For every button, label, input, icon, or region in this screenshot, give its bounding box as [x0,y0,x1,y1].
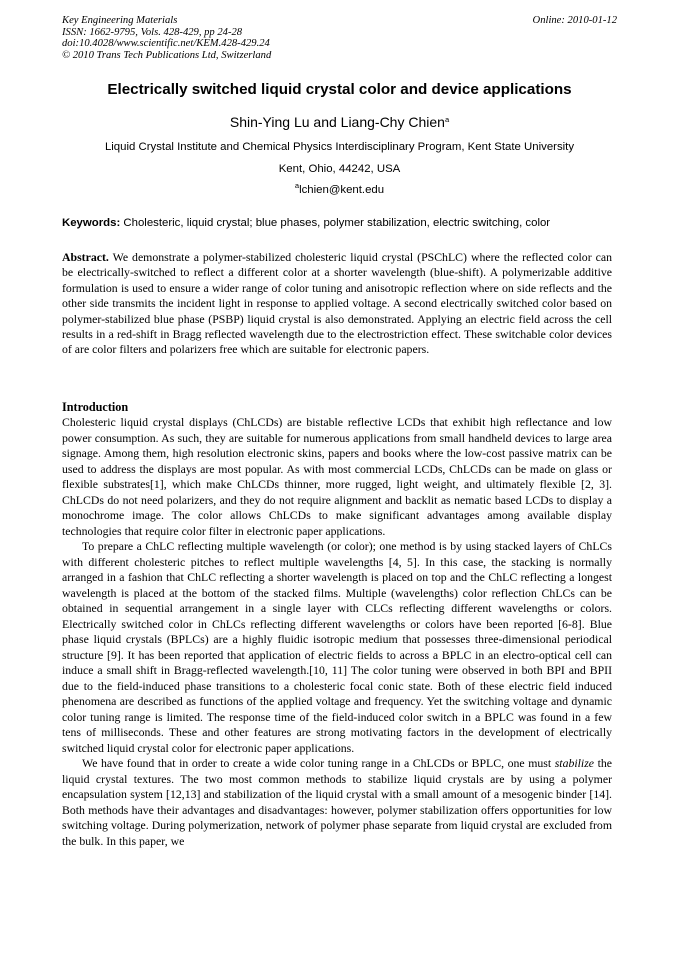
author-names: Shin-Ying Lu and Liang-Chy Chien [229,114,445,130]
journal-issn: ISSN: 1662-9795, Vols. 428-429, pp 24-28 [62,26,243,38]
keywords-line [62,216,617,231]
keywords-label: Keywords: [62,217,121,229]
affiliation-email-line [62,180,617,202]
email-affiliation-mark: a [294,181,300,190]
paper-title: Electrically switched liquid crystal color and device applications [107,81,572,98]
online-date: Online: 2010-01-12 [532,15,617,26]
introduction-paragraph-1: Cholesteric liquid crystal displays (ChLCDs) are bistable reflective LCDs that exhibit high reflectance and low power consumption. As such, they are suitable for numerous applications from small handheld devices to large area signage. Among them, high resolution electronic skins, papers and books where the low-cost passive matrix can be used to address the displays are most popular. As with most commercial LCDs, ChLCDs can be made on glass or flexible substrates[1], which make ChLCDs thinner, more rugged, light weight, and ultimately flexible [2, 3]. ChLCDs do not need polarizers, and they do not require alignment and backlit as nematic based LCDs to display a monochrome image. The color allows ChLCDs to make significant advantages among available display technologies that require color filter in electronic paper applications. [62,415,612,538]
introduction-paragraph-2: To prepare a ChLC reflecting multiple wavelength (or color); one method is by using stacked layers of ChLCs with different cholesteric pitches to reflect multiple wavelengths [4, 5]. In this case, the stacking is normally arranged in a fashion that ChLC reflecting a shorter wavelength is placed on top and the ChLC reflecting a longest wavelength is placed at the bottom of the stacked films. Multiple (wavelengths) color reflection ChLCs can be obtained in sequential arrangement in a single layer with CLCs reflecting different wavelengths or colors. Electrically switched color in ChLCs reflecting different wavelengths or colors have been reported [6-8]. Blue phase liquid crystals (BPLCs) are a highly fluidic isotropic medium that possesses three-dimensional periodical structure [9]. It has been reported that application of electric fields to across a BPLC in an electro-optical cell can induce a small shift in Bragg-reflected wavelength.[10, 11] The color tuning were observed in both BPI and BPII due to the field-induced phase transitions to a cholesteric focal conic state. Both of these electric field induced phenomena are described as functions of the applied voltage and frequency. Yet the switching voltage and dynamic color tuning range is limited. The response time of the field-induced color switch in a BPLC was found in a few tens of milliseconds. These and other features are strong motivating factors in the development of electrically switched liquid crystal color for electronic paper applications. [62,539,612,755]
abstract-text: We demonstrate a polymer-stabilized cholesteric liquid crystal (PSChLC) where the reflected color can be electrically-switched to reflect a different color at a shorter wavelength (blue-shift). A polymerizable additive formulation is used to ensure a wider range of color tuning and anisotropic reflection where on side reflects and the other side transmits the incident light in response to applied voltage. A second electrically switched color based on polymer-stabilized blue phase (PSBP) liquid crystal is also demonstrated. Applying an electric field across the cell results in a red-shift in Bragg reflected wavelength due to the electrostriction effect. These switchable color devices of are color filters and polarizers free which are suitable for electronic papers. [62,250,612,357]
introduction-heading: Introduction [62,400,129,414]
journal-header [62,15,617,61]
affiliation-institute: Liquid Crystal Institute and Chemical Physics Interdisciplinary Program, Kent State University [104,141,575,153]
abstract-label: Abstract. [62,250,109,264]
journal-name: Key Engineering Materials [62,15,178,26]
introduction-body [62,415,612,849]
author-list [62,112,617,132]
introduction-paragraph-3 [62,756,612,849]
journal-copyright: © 2010 Trans Tech Publications Ltd, Switzerland [62,49,272,61]
journal-doi: doi:10.4028/www.scientific.net/KEM.428-429.24 [62,38,270,50]
abstract-paragraph [62,250,612,358]
paragraph-3-emphasis: stabilize [554,756,595,770]
keywords-text: Cholesteric, liquid crystal; blue phases, polymer stabilization, electric switching, color [120,217,551,229]
affiliation-city: Kent, Ohio, 44242, USA [278,162,401,175]
author-affiliation-mark: a [444,115,450,124]
paragraph-3-text-end: the liquid crystal textures. The two most common methods to stabilize liquid crystals are by using a polymer encapsulation system [12,13] and stabilization of the liquid crystal with a small amount of a mesogenic binder [14]. Both methods have their advantages and disadvantages: however, polymer stabilization offers opportunities for low switching voltage. During polymerization, network of polymer phase separate from liquid crystal are excluded from the bulk. In this paper, we [62,756,612,848]
affiliation-email: lchien@kent.edu [299,184,385,196]
affiliation-block [62,137,617,202]
paragraph-3-text-start: We have found that in order to create a wide color tuning range in a ChLCDs or BPLC, one must [82,756,555,770]
